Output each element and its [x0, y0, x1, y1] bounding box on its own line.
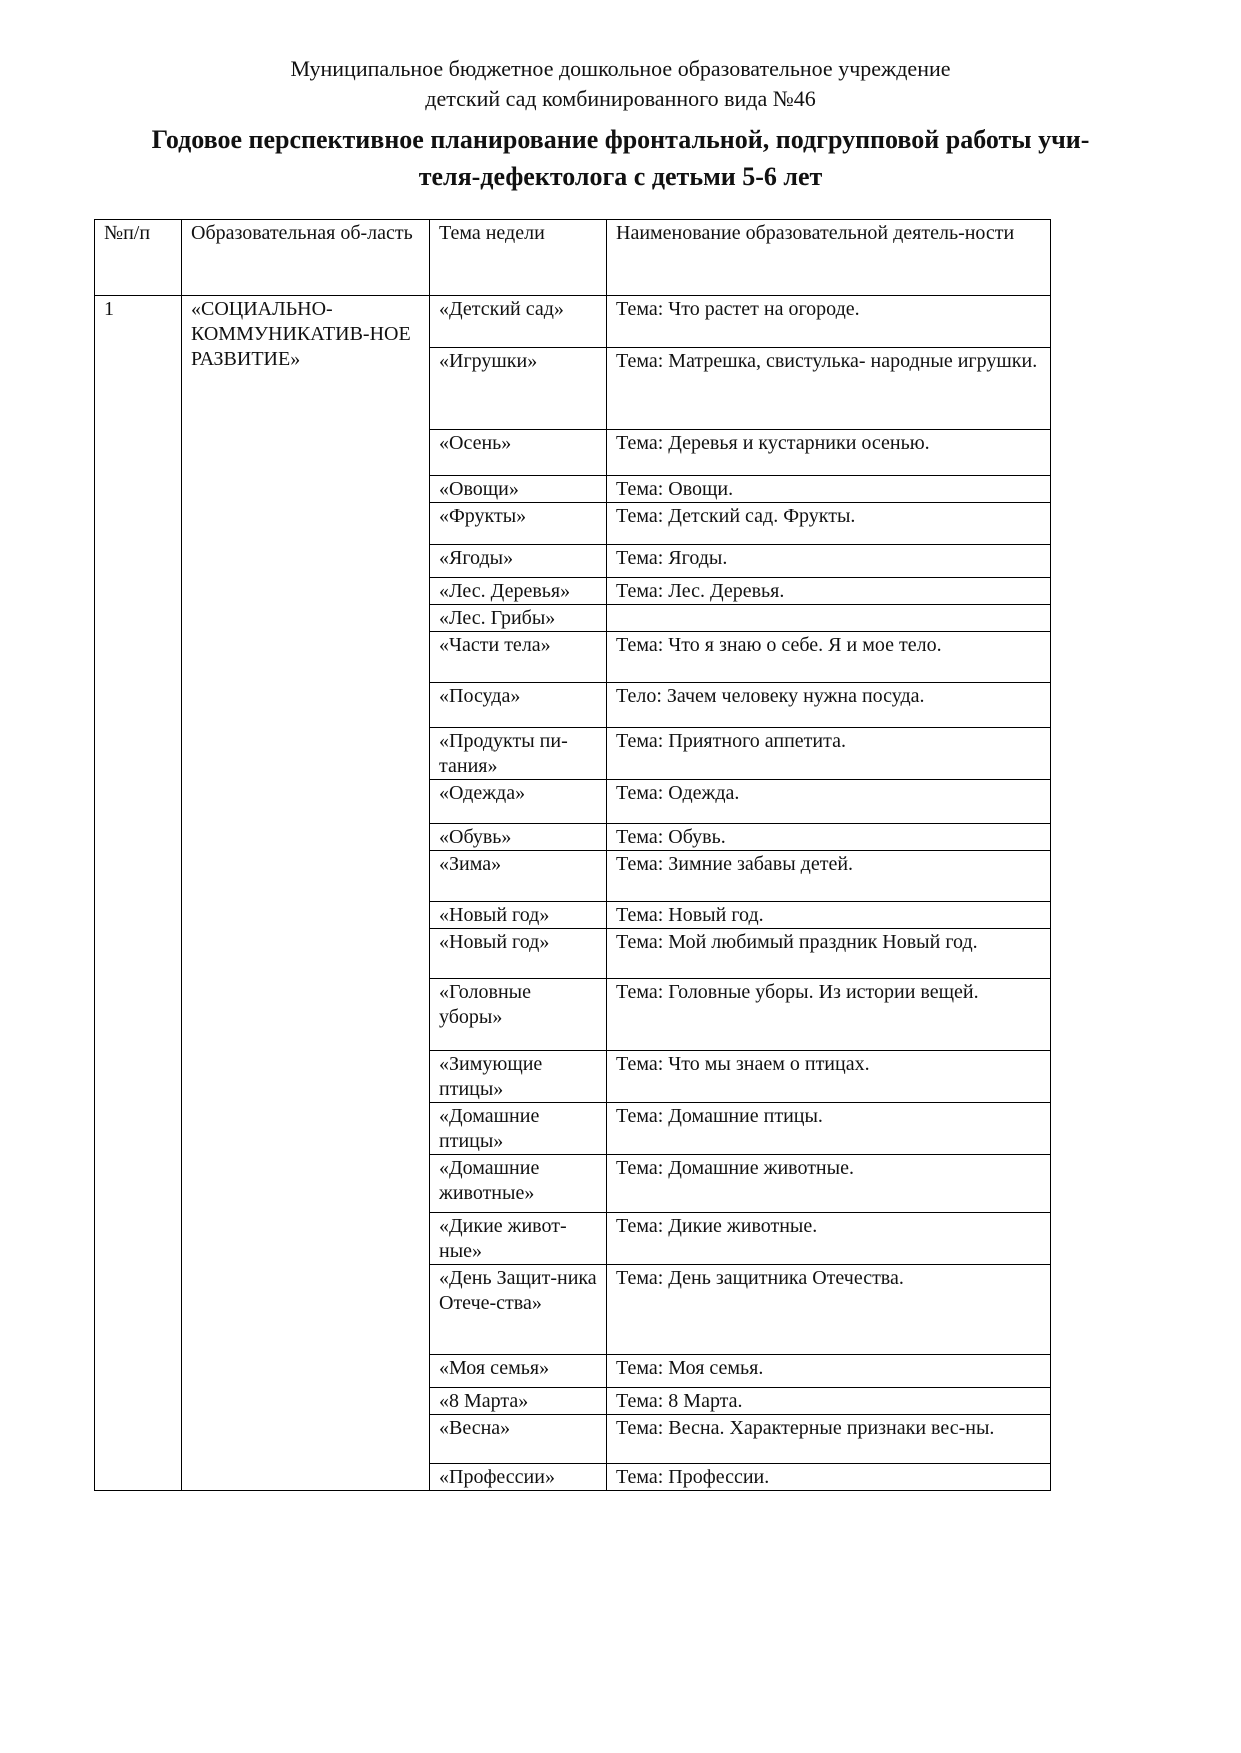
activity-cell: Тема: Весна. Характерные признаки вес-ны.: [607, 1415, 1051, 1464]
activity-cell: Тема: Лес. Деревья.: [607, 578, 1051, 605]
row-number-cell: 1: [95, 296, 182, 1491]
week-theme-cell: «Моя семья»: [430, 1355, 607, 1388]
column-header-week-theme: Тема недели: [430, 220, 607, 296]
week-theme-cell: «Посуда»: [430, 683, 607, 728]
activity-cell: Тема: Деревья и кустарники осенью.: [607, 430, 1051, 476]
week-theme-cell: «8 Марта»: [430, 1388, 607, 1415]
planning-table: [94, 219, 1051, 1491]
week-theme-cell: «День Защит-ника Отече-ства»: [430, 1265, 607, 1355]
week-theme-cell: «Игрушки»: [430, 348, 607, 430]
activity-cell: Тема: День защитника Отечества.: [607, 1265, 1051, 1355]
activity-cell: Тема: Ягоды.: [607, 545, 1051, 578]
week-theme-cell: «Весна»: [430, 1415, 607, 1464]
educational-area-cell: «СОЦИАЛЬНО-КОММУНИКАТИВ-НОЕ РАЗВИТИЕ»: [182, 296, 430, 1491]
document-title-line2: теля-дефектолога с детьми 5-6 лет: [418, 162, 823, 191]
week-theme-cell: «Лес. Грибы»: [430, 605, 607, 632]
activity-cell: Тема: Зимние забавы детей.: [607, 851, 1051, 902]
week-theme-cell: «Домашние животные»: [430, 1155, 607, 1213]
week-theme-cell: «Зима»: [430, 851, 607, 902]
org-name-line1: Муниципальное бюджетное дошкольное образовательное учреждение: [290, 56, 951, 81]
activity-cell: Тема: Что мы знаем о птицах.: [607, 1051, 1051, 1103]
week-theme-cell: «Обувь»: [430, 824, 607, 851]
activity-cell: Тема: Моя семья.: [607, 1355, 1051, 1388]
activity-cell: Тема: Что я знаю о себе. Я и мое тело.: [607, 632, 1051, 683]
table-header-row: [95, 220, 1051, 296]
activity-cell: Тема: Обувь.: [607, 824, 1051, 851]
week-theme-cell: «Осень»: [430, 430, 607, 476]
activity-cell: Тема: Домашние птицы.: [607, 1103, 1051, 1155]
activity-cell: Тема: Что растет на огороде.: [607, 296, 1051, 348]
week-theme-cell: «Домашние птицы»: [430, 1103, 607, 1155]
column-header-activity: Наименование образовательной деятель-ности: [607, 220, 1051, 296]
activity-cell: [607, 605, 1051, 632]
activity-cell: Тема: Детский сад. Фрукты.: [607, 503, 1051, 545]
activity-cell: Тема: Мой любимый праздник Новый год.: [607, 929, 1051, 979]
column-header-area: Образовательная об-ласть: [182, 220, 430, 296]
table-row: [95, 296, 1051, 348]
activity-cell: Тема: Приятного аппетита.: [607, 728, 1051, 780]
week-theme-cell: «Головные уборы»: [430, 979, 607, 1051]
week-theme-cell: «Новый год»: [430, 929, 607, 979]
week-theme-cell: «Лес. Деревья»: [430, 578, 607, 605]
activity-cell: Тема: Профессии.: [607, 1464, 1051, 1491]
planning-table-body: [95, 220, 1051, 1491]
week-theme-cell: «Профессии»: [430, 1464, 607, 1491]
week-theme-cell: «Одежда»: [430, 780, 607, 824]
week-theme-cell: «Зимующие птицы»: [430, 1051, 607, 1103]
week-theme-cell: «Овощи»: [430, 476, 607, 503]
week-theme-cell: «Продукты пи-тания»: [430, 728, 607, 780]
week-theme-cell: «Фрукты»: [430, 503, 607, 545]
week-theme-cell: «Ягоды»: [430, 545, 607, 578]
activity-cell: Тема: 8 Марта.: [607, 1388, 1051, 1415]
week-theme-cell: «Части тела»: [430, 632, 607, 683]
activity-cell: Тема: Дикие животные.: [607, 1213, 1051, 1265]
activity-cell: Тема: Одежда.: [607, 780, 1051, 824]
activity-cell: Тема: Овощи.: [607, 476, 1051, 503]
week-theme-cell: «Новый год»: [430, 902, 607, 929]
column-header-number: №п/п: [95, 220, 182, 296]
week-theme-cell: «Детский сад»: [430, 296, 607, 348]
activity-cell: Тема: Матрешка, свистулька- народные игрушки.: [607, 348, 1051, 430]
activity-cell: Тема: Новый год.: [607, 902, 1051, 929]
activity-cell: Тема: Головные уборы. Из истории вещей.: [607, 979, 1051, 1051]
week-theme-cell: «Дикие живот-ные»: [430, 1213, 607, 1265]
org-name-line2: детский сад комбинированного вида №46: [425, 86, 816, 111]
activity-cell: Тема: Домашние животные.: [607, 1155, 1051, 1213]
activity-cell: Тело: Зачем человеку нужна посуда.: [607, 683, 1051, 728]
document-title-line1: Годовое перспективное планирование фронтальной, подгрупповой работы учи-: [151, 125, 1090, 154]
